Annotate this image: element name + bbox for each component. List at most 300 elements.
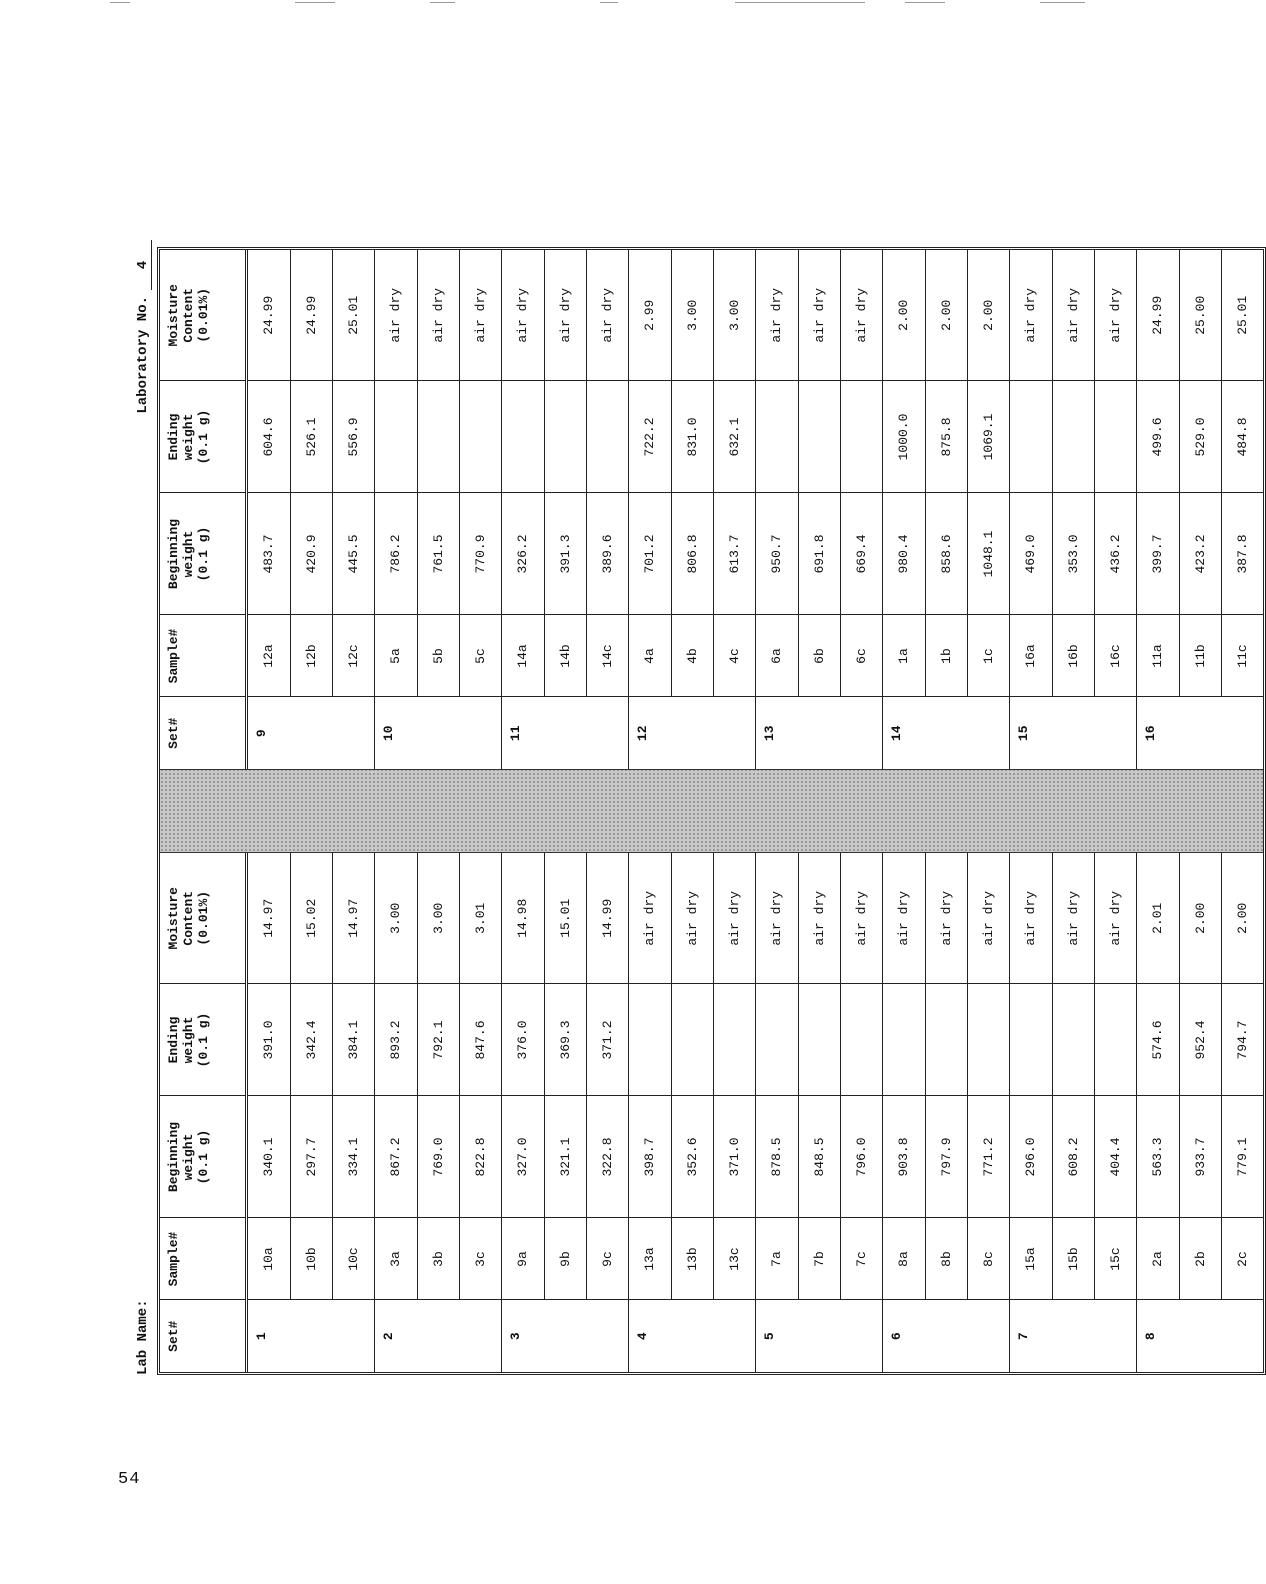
sample-cell: 15a: [1010, 1218, 1053, 1300]
moisture-content-cell: air dry: [798, 250, 840, 381]
set-cell: [586, 697, 629, 769]
ending-weight-cell: [671, 984, 713, 1096]
ending-weight-cell: 792.1: [417, 984, 459, 1096]
table-row: [502, 250, 545, 769]
moisture-content-cell: 2.00: [925, 250, 967, 381]
sample-cell: 1c: [967, 615, 1010, 697]
sample-cell: 3c: [459, 1218, 502, 1300]
set-cell: [332, 1300, 375, 1372]
sample-cell: 7a: [756, 1218, 799, 1300]
moisture-content-header: Moisture Content (0.01%): [160, 250, 247, 381]
set-cell: [967, 697, 1010, 769]
set-cell: [798, 1300, 840, 1372]
beginning-weight-cell: 321.1: [544, 1096, 586, 1218]
sample-cell: 6a: [756, 615, 799, 697]
moisture-content-cell: air dry: [925, 853, 967, 984]
moisture-content-cell: 15.01: [544, 853, 586, 984]
sample-cell: 13c: [713, 1218, 756, 1300]
sample-cell: 14c: [586, 615, 629, 697]
ending-weight-cell: 952.4: [1179, 984, 1221, 1096]
beginning-weight-cell: 848.5: [798, 1096, 840, 1218]
ending-weight-cell: 556.9: [332, 381, 375, 493]
moisture-content-cell: air dry: [1094, 250, 1137, 381]
moisture-content-cell: 2.00: [967, 250, 1010, 381]
sample-cell: 6c: [840, 615, 883, 697]
sample-cell: 14b: [544, 615, 586, 697]
moisture-content-cell: 2.00: [883, 250, 926, 381]
sample-cell: 1a: [883, 615, 926, 697]
lab-name-label: Lab Name:: [135, 1299, 151, 1375]
moisture-content-cell: 14.97: [332, 853, 375, 984]
table-row: [671, 250, 713, 769]
set-cell: [925, 1300, 967, 1372]
sample-cell: 6b: [798, 615, 840, 697]
right-table-body: [247, 250, 1264, 769]
moisture-content-cell: 25.00: [1179, 250, 1221, 381]
sample-cell: 10a: [247, 1218, 291, 1300]
table-row: [502, 853, 545, 1372]
ending-weight-cell: 794.7: [1221, 984, 1263, 1096]
beginning-weight-cell: 296.0: [1010, 1096, 1053, 1218]
ending-weight-cell: [840, 984, 883, 1096]
beginning-weight-cell: 822.8: [459, 1096, 502, 1218]
set-cell: [1094, 1300, 1137, 1372]
table-row: [375, 853, 418, 1372]
beginning-weight-cell: 858.6: [925, 493, 967, 615]
moisture-content-cell: 14.98: [502, 853, 545, 984]
sample-cell: 4a: [629, 615, 672, 697]
beginning-weight-cell: 334.1: [332, 1096, 375, 1218]
ending-weight-cell: [417, 381, 459, 493]
beginning-weight-cell: 1048.1: [967, 493, 1010, 615]
set-cell: [840, 1300, 883, 1372]
sample-cell: 16b: [1052, 615, 1094, 697]
ending-weight-cell: [629, 984, 672, 1096]
set-header: Set#: [160, 1300, 247, 1372]
set-cell: 9: [247, 697, 291, 769]
ending-weight-cell: [1010, 984, 1053, 1096]
ending-weight-cell: 1069.1: [967, 381, 1010, 493]
ending-weight-cell: 376.0: [502, 984, 545, 1096]
ending-weight-cell: 875.8: [925, 381, 967, 493]
beginning-weight-cell: 769.0: [417, 1096, 459, 1218]
table-row: [417, 853, 459, 1372]
set-cell: [1052, 1300, 1094, 1372]
right-half-table: [160, 250, 1263, 769]
moisture-content-cell: air dry: [671, 853, 713, 984]
ending-weight-cell: 499.6: [1137, 381, 1180, 493]
beginning-weight-cell: 806.8: [671, 493, 713, 615]
beginning-weight-cell: 779.1: [1221, 1096, 1263, 1218]
sample-cell: 16a: [1010, 615, 1053, 697]
sample-cell: 14a: [502, 615, 545, 697]
table-row: [883, 853, 926, 1372]
sample-cell: 9a: [502, 1218, 545, 1300]
table-row: [883, 250, 926, 769]
ending-weight-cell: [375, 381, 418, 493]
set-cell: [840, 697, 883, 769]
sample-cell: 5c: [459, 615, 502, 697]
moisture-content-cell: 24.99: [1137, 250, 1180, 381]
sample-cell: 8a: [883, 1218, 926, 1300]
moisture-content-cell: air dry: [1052, 250, 1094, 381]
table-row: [247, 250, 291, 769]
beginning-weight-cell: 353.0: [1052, 493, 1094, 615]
table-row: [798, 250, 840, 769]
set-cell: [1094, 697, 1137, 769]
rotated-data-sheet: [135, 230, 1250, 1385]
ending-weight-cell: 847.6: [459, 984, 502, 1096]
set-cell: [967, 1300, 1010, 1372]
table-row: [332, 250, 375, 769]
set-header: Set#: [160, 697, 247, 769]
header-row: [160, 853, 247, 1372]
moisture-content-cell: air dry: [840, 250, 883, 381]
beginning-weight-cell: 786.2: [375, 493, 418, 615]
beginning-weight-cell: 933.7: [1179, 1096, 1221, 1218]
ending-weight-cell: [756, 984, 799, 1096]
ending-weight-cell: [1052, 381, 1094, 493]
ending-weight-cell: 632.1: [713, 381, 756, 493]
ending-weight-cell: 391.0: [247, 984, 291, 1096]
ending-weight-cell: [1094, 381, 1137, 493]
sample-cell: 7b: [798, 1218, 840, 1300]
table-row: [1052, 250, 1094, 769]
sample-cell: 3b: [417, 1218, 459, 1300]
set-cell: 3: [502, 1300, 545, 1372]
beginning-weight-cell: 420.9: [290, 493, 332, 615]
beginning-weight-cell: 327.0: [502, 1096, 545, 1218]
sample-cell: 8c: [967, 1218, 1010, 1300]
beginning-weight-cell: 322.8: [586, 1096, 629, 1218]
moisture-content-cell: air dry: [798, 853, 840, 984]
ending-weight-header: Ending weight (0.1 g): [160, 381, 247, 493]
moisture-content-cell: 24.99: [290, 250, 332, 381]
set-cell: [1221, 697, 1263, 769]
set-cell: [671, 1300, 713, 1372]
table-row: [459, 250, 502, 769]
set-cell: 2: [375, 1300, 418, 1372]
moisture-content-header: Moisture Content (0.01%): [160, 853, 247, 984]
sample-cell: 9b: [544, 1218, 586, 1300]
moisture-content-cell: air dry: [883, 853, 926, 984]
set-cell: 6: [883, 1300, 926, 1372]
sample-cell: 4c: [713, 615, 756, 697]
moisture-content-cell: air dry: [756, 250, 799, 381]
beginning-weight-cell: 691.8: [798, 493, 840, 615]
sample-cell: 16c: [1094, 615, 1137, 697]
table-row: [1221, 853, 1263, 1372]
sample-cell: 5a: [375, 615, 418, 697]
set-cell: 16: [1137, 697, 1180, 769]
beginning-weight-cell: 469.0: [1010, 493, 1053, 615]
beginning-weight-cell: 297.7: [290, 1096, 332, 1218]
moisture-content-cell: 2.99: [629, 250, 672, 381]
table-row: [586, 250, 629, 769]
beginning-weight-cell: 423.2: [1179, 493, 1221, 615]
table-row: [586, 853, 629, 1372]
ending-weight-cell: [544, 381, 586, 493]
sample-cell: 13b: [671, 1218, 713, 1300]
table-row: [925, 250, 967, 769]
moisture-content-cell: 2.00: [1221, 853, 1263, 984]
beginning-weight-cell: 391.3: [544, 493, 586, 615]
sample-cell: 12c: [332, 615, 375, 697]
sample-cell: 5b: [417, 615, 459, 697]
ending-weight-cell: [586, 381, 629, 493]
sample-cell: 2a: [1137, 1218, 1180, 1300]
beginning-weight-header: Beginning weight (0.1 g): [160, 1096, 247, 1218]
ending-weight-cell: 831.0: [671, 381, 713, 493]
beginning-weight-cell: 770.9: [459, 493, 502, 615]
ending-weight-cell: 574.6: [1137, 984, 1180, 1096]
beginning-weight-cell: 352.6: [671, 1096, 713, 1218]
table-row: [840, 250, 883, 769]
page-number: 54: [118, 1470, 141, 1489]
sample-cell: 2b: [1179, 1218, 1221, 1300]
lab-no-value: 4: [135, 240, 152, 290]
ending-weight-cell: 369.3: [544, 984, 586, 1096]
set-cell: 1: [247, 1300, 291, 1372]
set-cell: [798, 697, 840, 769]
sample-cell: 10b: [290, 1218, 332, 1300]
table-row: [1010, 250, 1053, 769]
set-cell: [544, 1300, 586, 1372]
sample-cell: 8b: [925, 1218, 967, 1300]
shaded-divider: [160, 769, 1263, 853]
table-row: [544, 853, 586, 1372]
set-cell: 14: [883, 697, 926, 769]
moisture-content-cell: air dry: [375, 250, 418, 381]
moisture-content-cell: 3.00: [713, 250, 756, 381]
beginning-weight-cell: 563.3: [1137, 1096, 1180, 1218]
beginning-weight-cell: 796.0: [840, 1096, 883, 1218]
ending-weight-cell: [883, 984, 926, 1096]
beginning-weight-cell: 867.2: [375, 1096, 418, 1218]
table-row: [671, 853, 713, 1372]
beginning-weight-cell: 483.7: [247, 493, 291, 615]
moisture-content-cell: air dry: [1010, 853, 1053, 984]
sample-header: Sample#: [160, 615, 247, 697]
beginning-weight-cell: 398.7: [629, 1096, 672, 1218]
table-row: [459, 853, 502, 1372]
moisture-content-cell: air dry: [502, 250, 545, 381]
set-cell: 5: [756, 1300, 799, 1372]
laboratory-number: [135, 240, 152, 414]
table-row: [840, 853, 883, 1372]
set-cell: [586, 1300, 629, 1372]
set-cell: 7: [1010, 1300, 1053, 1372]
sample-cell: 4b: [671, 615, 713, 697]
ending-weight-cell: [840, 381, 883, 493]
set-cell: [459, 1300, 502, 1372]
set-cell: 10: [375, 697, 418, 769]
table-row: [629, 250, 672, 769]
table-row: [544, 250, 586, 769]
beginning-weight-cell: 387.8: [1221, 493, 1263, 615]
beginning-weight-cell: 950.7: [756, 493, 799, 615]
set-cell: [544, 697, 586, 769]
header-row: [160, 250, 247, 769]
sample-cell: 3a: [375, 1218, 418, 1300]
ending-weight-cell: 384.1: [332, 984, 375, 1096]
sample-cell: 7c: [840, 1218, 883, 1300]
beginning-weight-cell: 878.5: [756, 1096, 799, 1218]
set-cell: [332, 697, 375, 769]
moisture-content-cell: air dry: [459, 250, 502, 381]
moisture-content-cell: 2.01: [1137, 853, 1180, 984]
left-table-body: [247, 853, 1264, 1372]
ending-weight-cell: [1052, 984, 1094, 1096]
set-cell: [713, 1300, 756, 1372]
table-row: [713, 853, 756, 1372]
table-row: [290, 853, 332, 1372]
ending-weight-cell: [925, 984, 967, 1096]
table-row: [1010, 853, 1053, 1372]
ending-weight-header: Ending weight (0.1 g): [160, 984, 247, 1096]
table-row: [756, 853, 799, 1372]
beginning-weight-cell: 613.7: [713, 493, 756, 615]
ending-weight-cell: 484.8: [1221, 381, 1263, 493]
ending-weight-cell: [967, 984, 1010, 1096]
moisture-content-cell: air dry: [840, 853, 883, 984]
set-cell: [290, 697, 332, 769]
table-row: [1179, 853, 1221, 1372]
beginning-weight-cell: 371.0: [713, 1096, 756, 1218]
ending-weight-cell: [502, 381, 545, 493]
table-row: [1137, 250, 1180, 769]
table-row: [1094, 853, 1137, 1372]
moisture-content-cell: 2.00: [1179, 853, 1221, 984]
beginning-weight-cell: 399.7: [1137, 493, 1180, 615]
beginning-weight-cell: 761.5: [417, 493, 459, 615]
table-row: [375, 250, 418, 769]
set-cell: [290, 1300, 332, 1372]
set-cell: [417, 697, 459, 769]
ending-weight-cell: 342.4: [290, 984, 332, 1096]
ending-weight-cell: [459, 381, 502, 493]
set-cell: 13: [756, 697, 799, 769]
table-row: [713, 250, 756, 769]
moisture-content-cell: air dry: [967, 853, 1010, 984]
sample-cell: 9c: [586, 1218, 629, 1300]
sample-header: Sample#: [160, 1218, 247, 1300]
set-cell: [1052, 697, 1094, 769]
ending-weight-cell: 893.2: [375, 984, 418, 1096]
sample-cell: 11a: [1137, 615, 1180, 697]
table-row: [332, 853, 375, 1372]
beginning-weight-cell: 771.2: [967, 1096, 1010, 1218]
moisture-content-cell: air dry: [713, 853, 756, 984]
table-row: [1179, 250, 1221, 769]
table-row: [1221, 250, 1263, 769]
beginning-weight-cell: 436.2: [1094, 493, 1137, 615]
lab-no-label: Laboratory No.: [135, 296, 151, 414]
beginning-weight-cell: 326.2: [502, 493, 545, 615]
moisture-table: [157, 247, 1266, 1375]
moisture-content-cell: 14.97: [247, 853, 291, 984]
set-cell: 12: [629, 697, 672, 769]
ending-weight-cell: 1000.0: [883, 381, 926, 493]
ending-weight-cell: [756, 381, 799, 493]
sample-cell: 10c: [332, 1218, 375, 1300]
sample-cell: 15b: [1052, 1218, 1094, 1300]
table-row: [1137, 853, 1180, 1372]
ending-weight-cell: 604.6: [247, 381, 291, 493]
sample-cell: 12b: [290, 615, 332, 697]
ending-weight-cell: [798, 984, 840, 1096]
moisture-content-cell: air dry: [1010, 250, 1053, 381]
table-row: [247, 853, 291, 1372]
set-cell: 8: [1137, 1300, 1180, 1372]
table-row: [1094, 250, 1137, 769]
ending-weight-cell: [1010, 381, 1053, 493]
table-row: [967, 853, 1010, 1372]
set-cell: [925, 697, 967, 769]
beginning-weight-cell: 340.1: [247, 1096, 291, 1218]
ending-weight-cell: [798, 381, 840, 493]
moisture-content-cell: air dry: [629, 853, 672, 984]
sample-cell: 13a: [629, 1218, 672, 1300]
sample-cell: 1b: [925, 615, 967, 697]
moisture-content-cell: air dry: [586, 250, 629, 381]
beginning-weight-cell: 903.8: [883, 1096, 926, 1218]
set-cell: 15: [1010, 697, 1053, 769]
moisture-content-cell: 25.01: [332, 250, 375, 381]
beginning-weight-cell: 980.4: [883, 493, 926, 615]
beginning-weight-cell: 701.2: [629, 493, 672, 615]
moisture-content-cell: 24.99: [247, 250, 291, 381]
beginning-weight-header: Beginning weight (0.1 g): [160, 493, 247, 615]
table-row: [756, 250, 799, 769]
sample-cell: 15c: [1094, 1218, 1137, 1300]
scan-artifacts: [0, 0, 1188, 8]
sample-cell: 2c: [1221, 1218, 1263, 1300]
table-row: [967, 250, 1010, 769]
table-row: [925, 853, 967, 1372]
table-row: [290, 250, 332, 769]
ending-weight-cell: [1094, 984, 1137, 1096]
beginning-weight-cell: 404.4: [1094, 1096, 1137, 1218]
ending-weight-cell: 722.2: [629, 381, 672, 493]
moisture-content-cell: 3.00: [375, 853, 418, 984]
ending-weight-cell: 526.1: [290, 381, 332, 493]
left-half-table: [160, 853, 1263, 1372]
moisture-content-cell: 14.99: [586, 853, 629, 984]
set-cell: 11: [502, 697, 545, 769]
table-row: [1052, 853, 1094, 1372]
set-cell: 4: [629, 1300, 672, 1372]
moisture-content-cell: 25.01: [1221, 250, 1263, 381]
moisture-content-cell: air dry: [756, 853, 799, 984]
ending-weight-cell: 371.2: [586, 984, 629, 1096]
beginning-weight-cell: 445.5: [332, 493, 375, 615]
moisture-content-cell: 3.00: [417, 853, 459, 984]
sample-cell: 12a: [247, 615, 291, 697]
moisture-content-cell: 3.00: [671, 250, 713, 381]
ending-weight-cell: [713, 984, 756, 1096]
moisture-content-cell: air dry: [1094, 853, 1137, 984]
table-row: [798, 853, 840, 1372]
moisture-content-cell: 3.01: [459, 853, 502, 984]
sample-cell: 11b: [1179, 615, 1221, 697]
set-cell: [671, 697, 713, 769]
beginning-weight-cell: 389.6: [586, 493, 629, 615]
beginning-weight-cell: 797.9: [925, 1096, 967, 1218]
sample-cell: 11c: [1221, 615, 1263, 697]
table-row: [417, 250, 459, 769]
set-cell: [713, 697, 756, 769]
